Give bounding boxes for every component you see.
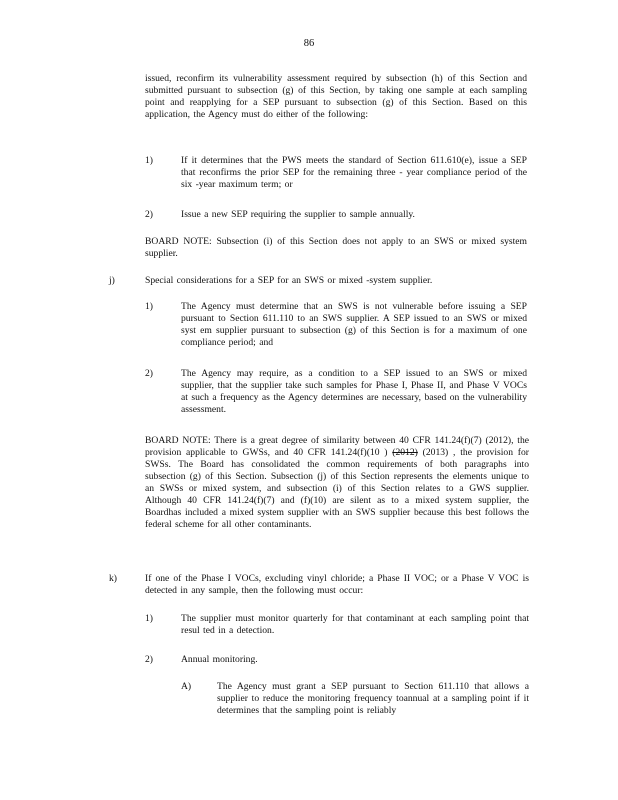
item-label: 2) [145,368,153,379]
item-label: 2) [145,209,153,220]
item-label: 1) [145,155,153,166]
board-note: BOARD NOTE: Subsection (i) of this Section does not apply to an SWS or mixed system supplier. [145,236,527,259]
item-label: 1) [145,613,153,624]
intro-paragraph: issued, reconfirm its vulnerability assessment required by subsection (h) of this Section and submitted pursuant to subsection (g) of this Section, by taking one sample at each sampling point and reapplying for a SEP pursuant to subsection (g) of this Section. Based on this application, the Agency must do either of the following: [145,73,527,120]
subsection-text: If one of the Phase I VOCs, excluding vinyl chloride; a Phase II VOC; or a Phase V VOC is detected in any sample, then the following must occur: [145,573,529,596]
item-text: The Agency must determine that an SWS is not vulnerable before issuing a SEP pursuant to Section 611.110 to an SWS supplier. A SEP issued to an SWS or mixed syst em supplier pursuant to subsection (g) of this Section is for a maximum of one compliance period; and [181,301,527,348]
page-number: 86 [303,38,315,49]
item-text: The Agency may require, as a condition to a SEP issued to an SWS or mixed supplier, that the supplier take such samples for Phase I, Phase II, and Phase V VOCs at such a frequency as the Agency determines are necessary, based on the vulnerability assessment. [181,368,527,415]
subsection-label: j) [109,275,115,286]
item-text: If it determines that the PWS meets the standard of Section 611.610(e), issue a SEP that reconfirms the prior SEP for the remaining three - year compliance period of the six -year maximum term; or [181,155,527,190]
item-label: 1) [145,301,153,312]
subsection-label: k) [109,573,117,584]
subsection-heading: Special considerations for a SEP for an SWS or mixed -system supplier. [145,275,433,286]
struck-text: (2012) [392,447,418,458]
item-text: The supplier must monitor quarterly for that contaminant at each sampling point that resul ted in a detection. [181,613,529,636]
subitem-label: A) [181,681,192,692]
item-text: Annual monitoring. [181,654,258,665]
subitem-text: The Agency must grant a SEP pursuant to Section 611.110 that allows a supplier to reduce the monitoring frequency toannual at a sampling point if it determines that the sampling point is reliably [217,681,529,716]
item-label: 2) [145,654,153,665]
note-text: (2013) , the provision for SWSs. The Board has consolidated the common requirements of both paragraphs into subsection (g) of this Section. Subsection (j) of this Section represents the elements unique to an SWSs or mixed system, and subsection (i) of this Section relates to a GWS supplier. Although 40 CFR 141.24(f)(7) and (f)(10) are silent as to a mixed system supplier, the Boardhas included a mixed system supplier with an SWS supplier because this best follows the federal scheme for all other contaminants. [145,447,529,530]
note-text: BOARD NOTE: There is a great degree of similarity between 40 CFR 141.24(f)(7) (2012), the provision applicable to GWSs, and 40 CFR 141.24(f)(10 ) [145,435,529,458]
item-text: Issue a new SEP requiring the supplier to sample annually. [181,209,415,220]
board-note-j [145,435,529,531]
